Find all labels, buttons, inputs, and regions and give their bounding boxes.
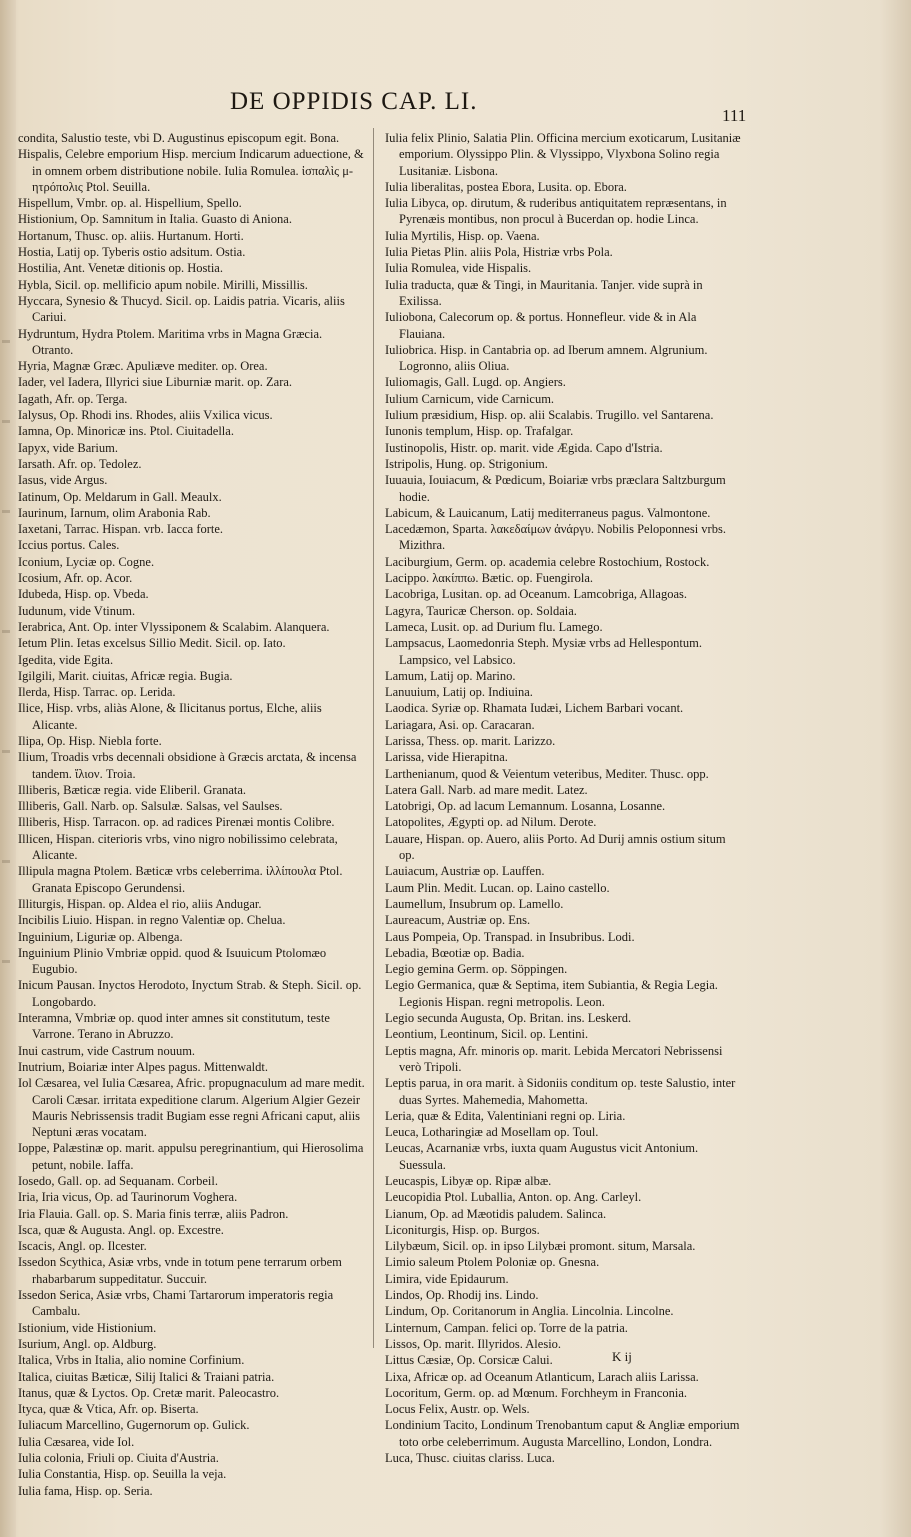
index-entry: Leptis magna, Afr. minoris op. marit. Lebida Mercatori Nebrissensi verò Tripoli. (385, 1043, 723, 1074)
index-entry: Locoritum, Germ. op. ad Mœnum. Forchheym in Franconia. (385, 1385, 688, 1400)
index-entry: Larissa, Thess. op. marit. Larizzo. (385, 733, 556, 748)
index-entry: Itanus, quæ & Lyctos. Op. Cretæ marit. Paleocastro. (18, 1385, 280, 1400)
index-entry: Limira, vide Epidaurum. (385, 1271, 509, 1286)
index-entry: Iria, Iria vicus, Op. ad Taurinorum Voghera. (18, 1190, 238, 1205)
index-entry: Leontium, Leontinum, Sicil. op. Lentini. (385, 1027, 589, 1042)
index-entry: Hyccara, Synesio & Thucyd. Sicil. op. Laidis patria. Vicaris, aliis Cariui. (18, 293, 345, 325)
index-entry: Ilice, Hisp. vrbs, aliàs Alone, & Ilicitanus portus, Elche, aliis Alicante. (18, 701, 322, 732)
index-entry: Laciburgium, Germ. op. academia celebre Rostochium, Rostock. (385, 554, 710, 569)
index-entry: Idubeda, Hisp. op. Vbeda. (18, 587, 149, 602)
index-entry: Iulia Constantia, Hisp. op. Seuilla la veja. (18, 1467, 227, 1482)
index-entry: Iuliacum Marcellino, Gugernorum op. Gulick. (18, 1418, 250, 1433)
index-entry: Leria, quæ & Edita, Valentiniani regni op. Liria. (385, 1108, 626, 1123)
index-entry: Illipula magna Ptolem. Bæticæ vrbs celeberrima. ἰλλίπουλα Ptol. Granata Episcopo Gerundensi. (18, 864, 343, 895)
index-entry: Larthenianum, quod & Veientum veteribus, Mediter. Thusc. opp. (385, 766, 709, 781)
index-entry: Iapyx, vide Barium. (18, 440, 118, 455)
index-entry: Iulia liberalitas, postea Ebora, Lusita. op. Ebora. (385, 179, 627, 194)
margin-marks (0, 300, 12, 1000)
index-entry: Leptis parua, in ora marit. à Sidoniis conditum op. teste Salustio, inter duas Syrtes. Mahemedia, Mahometta. (385, 1076, 736, 1107)
index-entry: Iria Flauia. Gall. op. S. Maria finis terræ, aliis Padron. (18, 1206, 289, 1221)
index-entry: Ioppe, Palæstinæ op. marit. appulsu peregrinantium, qui Hierosolima petunt, nobile. Iaffa. (18, 1141, 364, 1172)
page-number: 111 (722, 106, 747, 125)
index-entry: Latopolites, Ægypti op. ad Nilum. Derote. (385, 815, 597, 830)
index-entry: Laodica. Syriæ op. Rhamata Iudæi, Lichem Barbari vocant. (385, 701, 684, 716)
index-entry: Larissa, vide Hierapitna. (385, 750, 508, 765)
index-entry: Iatinum, Op. Meldarum in Gall. Meaulx. (18, 489, 222, 504)
index-entry: Hortanum, Thusc. op. aliis. Hurtanum. Horti. (18, 228, 244, 243)
index-entry: Littus Cæsiæ, Op. Corsicæ Calui. (385, 1353, 553, 1368)
index-entry: Iudunum, vide Vtinum. (18, 603, 136, 618)
index-entry: Ilerda, Hisp. Tarrac. op. Lerida. (18, 685, 176, 700)
index-entry: Iasus, vide Argus. (18, 473, 108, 488)
index-entry: Iader, vel Iadera, Illyrici siue Liburniæ marit. op. Zara. (18, 375, 293, 390)
index-entry: Latera Gall. Narb. ad mare medit. Latez. (385, 782, 588, 797)
index-entry: Isca, quæ & Augusta. Angl. op. Excestre. (18, 1222, 224, 1237)
index-entry: Iulia Pietas Plin. aliis Pola, Histriæ vrbs Pola. (385, 245, 613, 260)
index-entry: Laum Plin. Medit. Lucan. op. Laino castello. (385, 880, 610, 895)
index-entry: Iulia Cæsarea, vide Iol. (18, 1434, 135, 1449)
index-entry: Hispellum, Vmbr. op. al. Hispellium, Spello. (18, 196, 242, 211)
index-entry: Iaurinum, Iarnum, olim Arabonia Rab. (18, 505, 211, 520)
index-entry: Illiberis, Gall. Narb. op. Salsulæ. Salsas, vel Saulses. (18, 799, 283, 814)
index-entry: Iustinopolis, Histr. op. marit. vide Ægida. Capo d'Istria. (385, 440, 663, 455)
index-entry: Legio gemina Germ. op. Söppingen. (385, 962, 568, 977)
index-entry: Iccius portus. Cales. (18, 538, 120, 553)
index-entry: Lindos, Op. Rhodij ins. Lindo. (385, 1288, 539, 1303)
index-entry: Iscacis, Angl. op. Ilcester. (18, 1239, 147, 1254)
index-entry: Iulia Libyca, op. dirutum, & ruderibus antiquitatem repræsentans, in Pyrenæis montibus, non procul à Bucerdan op. hodie Linca. (385, 196, 727, 227)
index-entry: Laureacum, Austriæ op. Ens. (385, 913, 531, 928)
index-entry: Iuuauia, Iouiacum, & Pœdicum, Boiariæ vrbs præclara Saltzburgum hodie. (385, 473, 726, 504)
index-entry: Illiturgis, Hispan. op. Aldea el rio, aliis Andugar. (18, 896, 262, 911)
index-entry: Iol Cæsarea, vel Iulia Cæsarea, Afric. propugnaculum ad mare medit. Caroli Cæsar. irritata expeditione clarum. Algerium Algier Gezeir Mauris Nebrissensis tradit Bugiam esse regni Africani caput, aliis Neptuni æras vocatam. (18, 1076, 365, 1140)
index-entry: Iulia Romulea, vide Hispalis. (385, 261, 532, 276)
index-entry: Italica, Vrbs in Italia, alio nomine Corfinium. (18, 1353, 245, 1368)
index-entry: Iaxetani, Tarrac. Hispan. vrb. Iacca forte. (18, 522, 224, 537)
index-entry: Latobrigi, Op. ad lacum Lemannum. Losanna, Losanne. (385, 799, 666, 814)
index-entry: Isurium, Angl. op. Aldburg. (18, 1336, 157, 1351)
index-entry: Ierabrica, Ant. Op. inter Vlyssiponem & Scalabim. Alanquera. (18, 619, 330, 634)
index-entry: Hybla, Sicil. op. mellificio apum nobile. Mirilli, Missillis. (18, 277, 308, 292)
index-entry: Inicum Pausan. Inyctos Herodoto, Inyctum Strab. & Steph. Sicil. op. Longobardo. (18, 978, 362, 1009)
index-entry: Lacippo. λακίππω. Bætic. op. Fuengirola. (385, 571, 594, 586)
printer-signature: K ij (612, 1349, 632, 1364)
column-divider (373, 128, 374, 1348)
index-entry: Igedita, vide Egita. (18, 652, 114, 667)
index-entry: Illiberis, Bæticæ regia. vide Eliberil. Granata. (18, 782, 247, 797)
index-entry: Igilgili, Marit. ciuitas, Africæ regia. Bugia. (18, 668, 233, 683)
index-entry: Laumellum, Insubrum op. Lamello. (385, 896, 564, 911)
index-entry: Istionium, vide Histionium. (18, 1320, 157, 1335)
index-entry: Ietum Plin. Ietas excelsus Sillio Medit. Sicil. op. Iato. (18, 636, 286, 651)
index-entry: Lariagara, Asi. op. Caracaran. (385, 717, 535, 732)
left-column (18, 130, 366, 1499)
index-entry: Laus Pompeia, Op. Transpad. in Insubribus. Lodi. (385, 929, 635, 944)
index-entry: Interamna, Vmbriæ op. quod inter amnes sit constitutum, teste Varrone. Terano in Abruzzo. (18, 1011, 330, 1042)
index-entry: Leucopidia Ptol. Luballia, Anton. op. Ang. Carleyl. (385, 1190, 642, 1205)
index-entry: Iulium Carnicum, vide Carnicum. (385, 391, 555, 406)
index-entry: Lilybæum, Sicil. op. in ipso Lilybæi promont. situm, Marsala. (385, 1239, 696, 1254)
index-entry: Liconiturgis, Hisp. op. Burgos. (385, 1222, 540, 1237)
index-entry: Lacedæmon, Sparta. λακεδαίμων ἀνάργυ. Nobilis Peloponnesi vrbs. Mizithra. (385, 522, 726, 553)
index-entry: Hostilia, Ant. Venetæ ditionis op. Hostia. (18, 261, 223, 276)
index-entry: Hyria, Magnæ Græc. Apuliæve mediter. op. Orea. (18, 359, 268, 374)
index-entry: Ialysus, Op. Rhodi ins. Rhodes, aliis Vxilica vicus. (18, 408, 273, 423)
index-entry: Inutrium, Boiariæ inter Alpes pagus. Mittenwaldt. (18, 1059, 268, 1074)
index-entry: Iulium præsidium, Hisp. op. alii Scalabis. Trugillo. vel Santarena. (385, 408, 714, 423)
index-entry: Leucas, Acarnaniæ vrbs, iuxta quam Augustus vicit Antonium. Suessula. (385, 1141, 699, 1172)
index-entry: Issedon Serica, Asiæ vrbs, Chami Tartarorum imperatoris regia Cambalu. (18, 1288, 334, 1319)
index-entry: Iarsath. Afr. op. Tedolez. (18, 456, 142, 471)
index-entry: Ityca, quæ & Vtica, Afr. op. Biserta. (18, 1402, 199, 1417)
index-entry: Leucaspis, Libyæ op. Ripæ albæ. (385, 1174, 552, 1188)
index-entry: Leuca, Lotharingiæ ad Mosellam op. Toul. (385, 1125, 599, 1140)
index-entry: Incibilis Liuio. Hispan. in regno Valentiæ op. Chelua. (18, 913, 286, 928)
index-entry: Legio secunda Augusta, Op. Britan. ins. Leskerd. (385, 1011, 632, 1026)
index-entry: Labicum, & Lauicanum, Latij mediterraneus pagus. Valmontone. (385, 505, 711, 520)
index-entry: Iuliomagis, Gall. Lugd. op. Angiers. (385, 375, 566, 390)
index-entry: Lanuuium, Latij op. Indiuina. (385, 685, 533, 700)
running-head-title: DE OPPIDIS CAP. LI. (230, 88, 478, 115)
index-entry: Iuliobrica. Hisp. in Cantabria op. ad Iberum amnem. Algrunium. Logronno, aliis Oliua. (385, 342, 708, 374)
index-entry: Hydruntum, Hydra Ptolem. Maritima vrbs in Magna Græcia. Otranto. (18, 326, 323, 357)
index-entry: Iulia felix Plinio, Salatia Plin. Officina mercium exoticarum, Lusitaniæ emporium. Olyssippo Plin. & Vlyssippo, Vlyxbona Solino regia Lusitaniæ. Lisbona. (385, 131, 741, 178)
index-entry: Iconium, Lyciæ op. Cogne. (18, 554, 155, 569)
index-entry: Hispalis, Celebre emporium Hisp. mercium Indicarum aduectione, & in omnem orbem distributione nobile. Iulia Romulea. ἰσπαλὶς μ-ητρόπολις Ptol. Seuilla. (18, 147, 364, 194)
index-entry: Locus Felix, Austr. op. Wels. (385, 1402, 530, 1417)
index-entry: Histionium, Op. Samnitum in Italia. Guasto di Aniona. (18, 212, 292, 227)
index-entry: Issedon Scythica, Asiæ vrbs, vnde in totum pene terrarum orbem rhabarbarum suppeditatur. Succuir. (18, 1255, 342, 1286)
index-entry: Inguinium Plinio Vmbriæ oppid. quod & Isuuicum Ptolomæo Eugubio. (18, 945, 327, 977)
index-entry: Icosium, Afr. op. Acor. (18, 571, 133, 586)
index-entry: Ilipa, Op. Hisp. Niebla forte. (18, 733, 162, 748)
index-entry: Lagyra, Tauricæ Cherson. op. Soldaia. (385, 603, 577, 618)
index-entry: Legio Germanica, quæ & Septima, item Subiantia, & Regia Legia. Legionis Hispan. regni metropolis. Leon. (385, 978, 718, 1009)
index-entry: Iulia colonia, Friuli op. Ciuita d'Austria. (18, 1451, 219, 1466)
index-entry: Lampsacus, Laomedonria Steph. Mysiæ vrbs ad Hellespontum. Lampsico, vel Labsico. (385, 636, 702, 667)
index-entry: Iosedo, Gall. op. ad Sequanam. Corbeil. (18, 1174, 218, 1188)
index-entry: Lianum, Op. ad Mæotidis paludem. Salinca. (385, 1206, 607, 1221)
index-entry: Londinium Tacito, Londinum Trenobantum caput & Angliæ emporium toto orbe celeberrimum. Augusta Marcellino, London, Londra. (385, 1418, 740, 1449)
index-entry: Iamna, Op. Minoricæ ins. Ptol. Ciuitadella. (18, 424, 234, 439)
index-entry: Ilium, Troadis vrbs decennali obsidione à Græcis arctata, & incensa tandem. ἴλιον. Troia. (18, 750, 357, 781)
index-entry: Istripolis, Hung. op. Strigonium. (385, 456, 548, 471)
index-entry: Lebadia, Bœotiæ op. Badia. (385, 945, 525, 960)
index-entry: Linternum, Campan. felici op. Torre de la patria. (385, 1320, 628, 1335)
index-entry: Illicen, Hispan. citerioris vrbs, vino nigro nobilissimo celebrata, Alicante. (18, 831, 338, 863)
index-entry: Inguinium, Liguriæ op. Albenga. (18, 929, 183, 944)
index-entry: Iagath, Afr. op. Terga. (18, 391, 128, 406)
index-entry: Luca, Thusc. ciuitas clariss. Luca. (385, 1451, 555, 1466)
right-column (385, 130, 741, 1466)
index-entry: Lamum, Latij op. Marino. (385, 668, 516, 683)
index-entry: Lixa, Africæ op. ad Oceanum Atlanticum, Larach aliis Larissa. (385, 1369, 699, 1384)
index-entry: Lacobriga, Lusitan. op. ad Oceanum. Lamcobriga, Allagoas. (385, 587, 687, 602)
index-entry: Lindum, Op. Coritanorum in Anglia. Lincolnia. Lincolne. (385, 1304, 674, 1319)
index-entry: Lauare, Hispan. op. Auero, aliis Porto. Ad Durij amnis ostium situm op. (385, 831, 726, 863)
index-entry: Iuliobona, Calecorum op. & portus. Honnefleur. vide & in Ala Flauiana. (385, 310, 697, 341)
index-entry: condita, Salustio teste, vbi D. Augustinus episcopum egit. Bona. (18, 131, 340, 145)
index-entry: Lissos, Op. marit. Illyridos. Alesio. (385, 1336, 562, 1351)
index-entry: Lameca, Lusit. op. ad Durium flu. Lamego. (385, 619, 603, 634)
index-entry: Illiberis, Hisp. Tarracon. op. ad radices Pirenæi montis Colibre. (18, 815, 335, 830)
index-entry: Italica, ciuitas Bæticæ, Silij Italici & Traiani patria. (18, 1369, 275, 1384)
index-entry: Inui castrum, vide Castrum nouum. (18, 1043, 196, 1058)
index-entry: Limio saleum Ptolem Poloniæ op. Gnesna. (385, 1255, 600, 1270)
index-entry: Iulia fama, Hisp. op. Seria. (18, 1483, 153, 1498)
index-entry: Iunonis templum, Hisp. op. Trafalgar. (385, 424, 574, 439)
index-entry: Iulia Myrtilis, Hisp. op. Vaena. (385, 228, 540, 243)
index-entry: Lauiacum, Austriæ op. Lauffen. (385, 864, 545, 879)
index-entry: Hostia, Latij op. Tyberis ostio adsitum. Ostia. (18, 245, 246, 260)
index-entry: Iulia traducta, quæ & Tingi, in Mauritania. Tanjer. vide suprà in Exilissa. (385, 277, 703, 308)
